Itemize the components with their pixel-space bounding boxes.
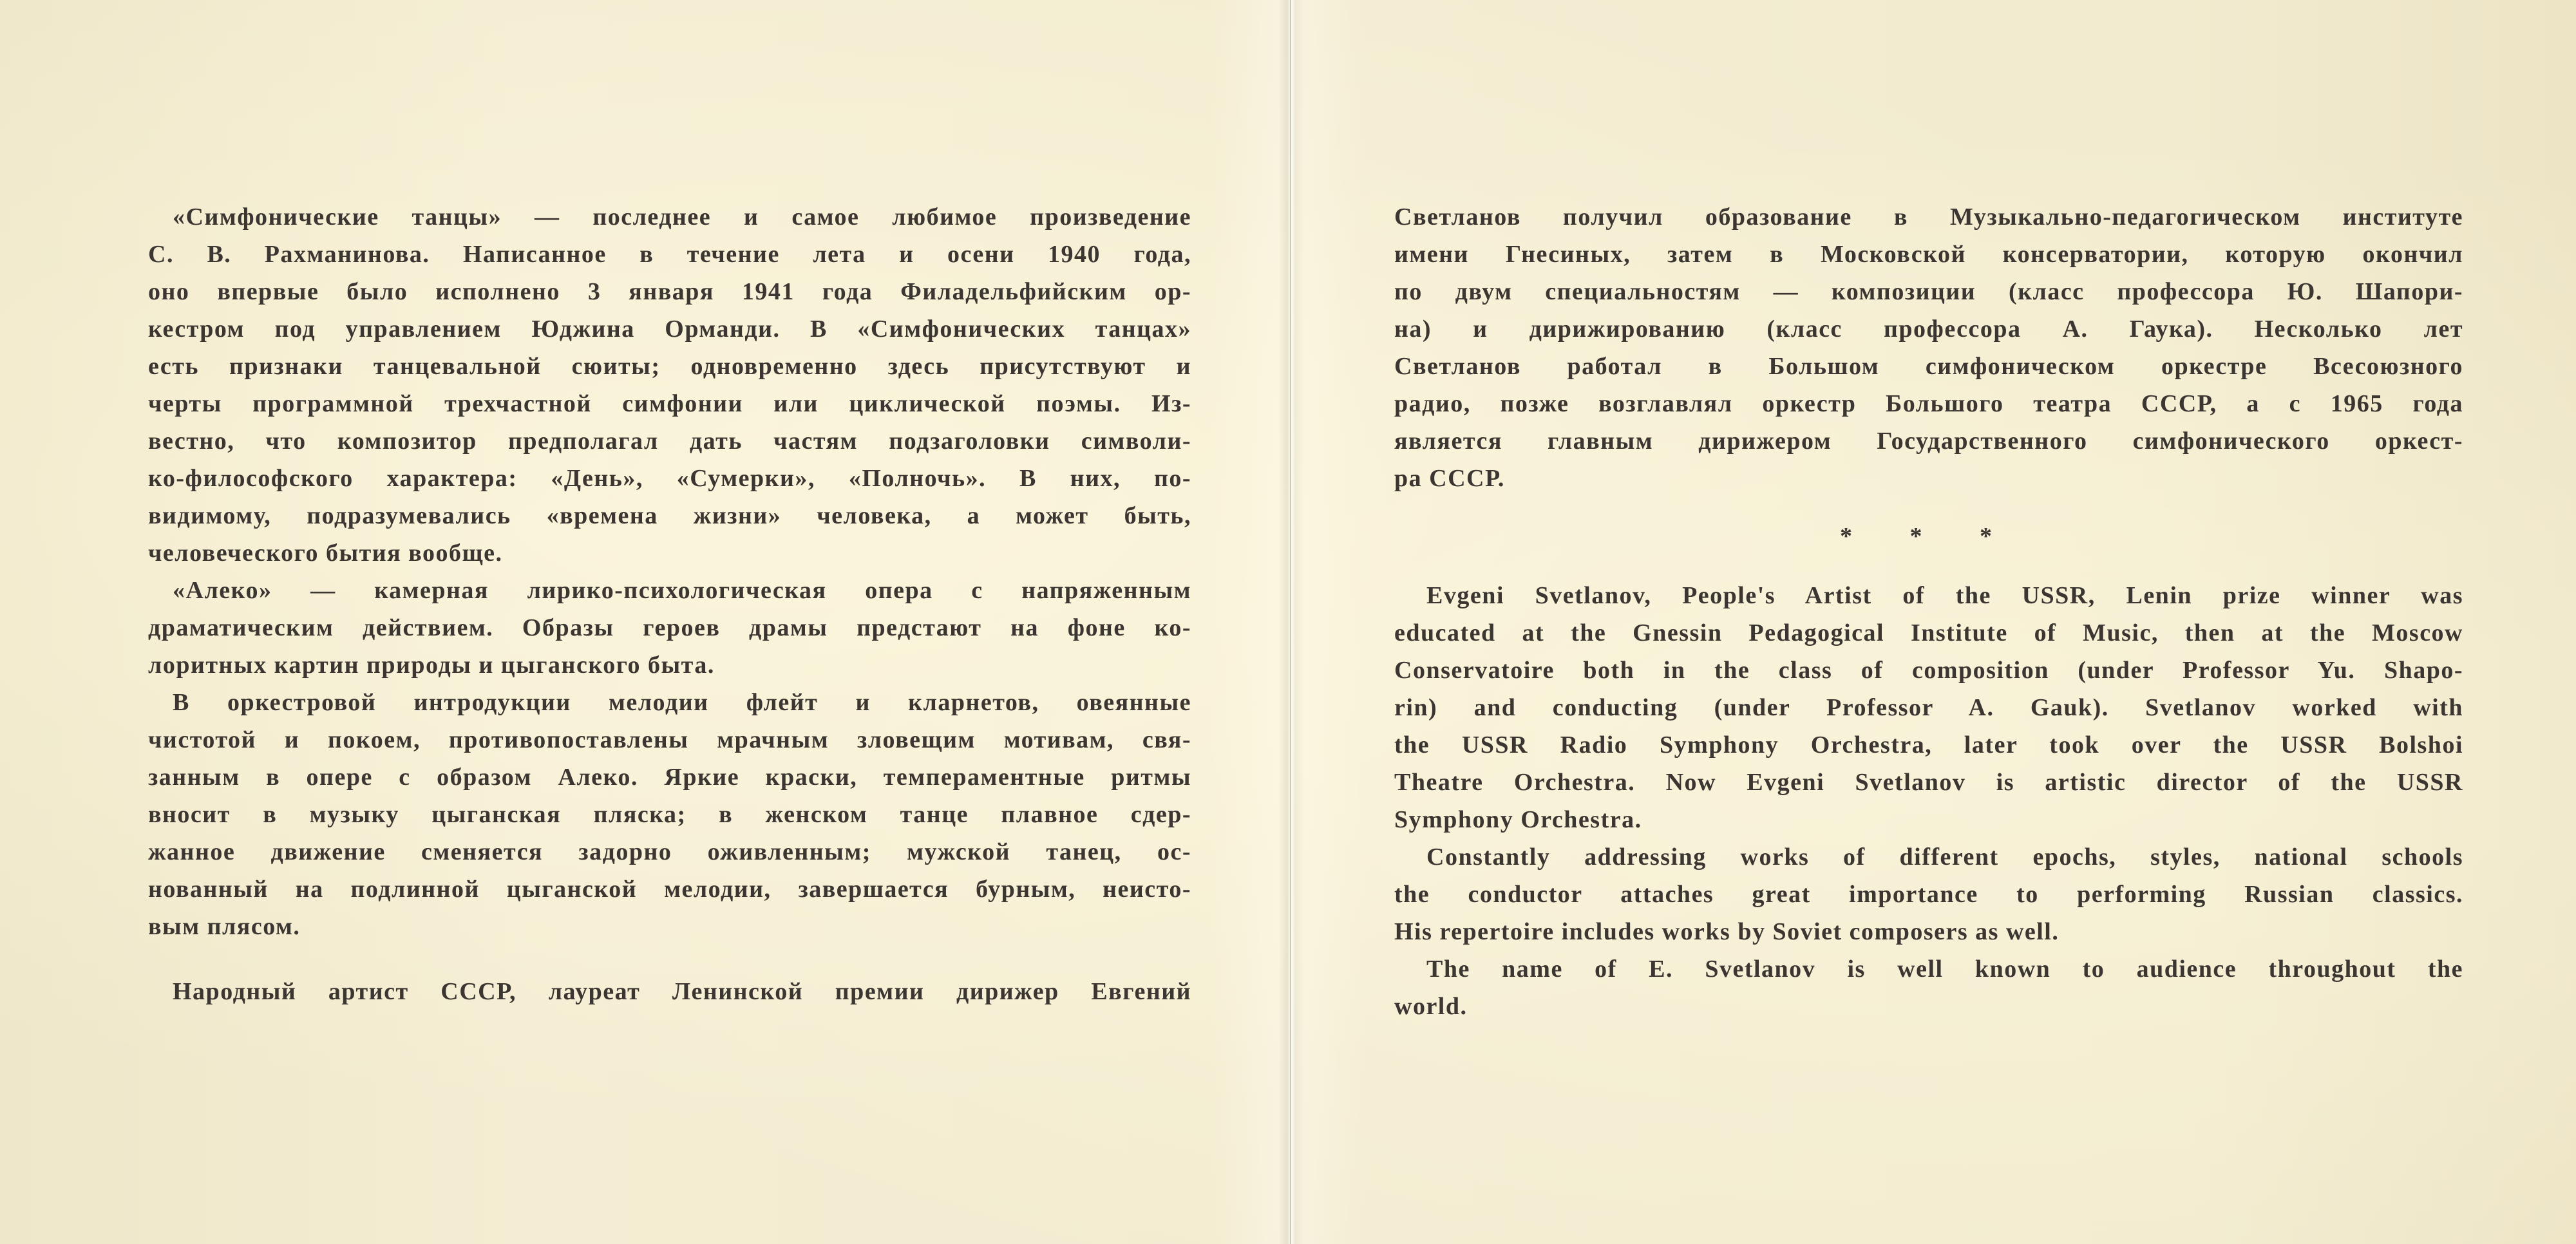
right-page [1291, 0, 2576, 1244]
text-line: видимому, подразумевались «времена жизни» человека, а может быть, [148, 502, 1191, 529]
text-line: лоритных картин природы и цыганского быта. [148, 652, 715, 679]
text-line: His repertoire includes works by Soviet composers as well. [1394, 918, 2060, 945]
text-line: rin) and conducting (under Professor A. Gauk). Svetlanov worked with [1394, 694, 2463, 721]
text-line: Народный артист СССР, лауреат Ленинской премии дирижер Евгений [173, 978, 1191, 1005]
text-line: черты программной трехчастной симфонии или циклической поэмы. Из- [148, 390, 1191, 417]
text-line: educated at the Gnessin Pedagogical Institute of Music, then at the Moscow [1394, 619, 2463, 646]
text-line: «Алеко» — камерная лирико-психологическая опера с напряженным [173, 577, 1191, 604]
text-line: оно впервые было исполнено 3 января 1941 года Филадельфийским ор- [148, 278, 1191, 305]
text-line: Conservatoire both in the class of composition (under Professor Yu. Shapo- [1394, 657, 2463, 684]
text-line: world. [1394, 993, 1468, 1020]
text-line: Светланов получил образование в Музыкально-педагогическом институте [1394, 203, 2463, 231]
text-line: нованный на подлинной цыганской мелодии, завершается бурным, неисто- [148, 876, 1191, 903]
left-page [0, 0, 1285, 1244]
text-line: Constantly addressing works of different epochs, styles, national schools [1426, 843, 2463, 871]
text-line: the conductor attaches great importance to performing Russian classics. [1394, 881, 2463, 908]
text-line: вестно, что композитор предполагал дать частям подзаголовки символи- [148, 428, 1191, 455]
text-line: the USSR Radio Symphony Orchestra, later took over the USSR Bolshoi [1394, 731, 2463, 759]
text-line: «Симфонические танцы» — последнее и самое любимое произведение [173, 203, 1191, 231]
text-line: радио, позже возглавлял оркестр Большого театра СССР, а с 1965 года [1394, 390, 2463, 417]
text-line: занным в опере с образом Алеко. Яркие краски, темпераментные ритмы [148, 764, 1191, 791]
text-line: ко-философского характера: «День», «Сумерки», «Полночь». В них, по- [148, 465, 1191, 492]
text-line: Symphony Orchestra. [1394, 806, 1642, 833]
text-line: жанное движение сменяется задорно оживленным; мужской танец, ос- [148, 838, 1191, 865]
text-line: на) и дирижированию (класс профессора А. Гаука). Несколько лет [1394, 316, 2463, 343]
text-line: Evgeni Svetlanov, People's Artist of the USSR, Lenin prize winner was [1426, 582, 2463, 609]
text-line: драматическим действием. Образы героев драмы предстают на фоне ко- [148, 614, 1191, 641]
text-line: вносит в музыку цыганская пляска; в женском танце плавное сдер- [148, 801, 1191, 828]
text-line: Theatre Orchestra. Now Evgeni Svetlanov is artistic director of the USSR [1394, 769, 2463, 796]
text-line: по двум специальностям — композиции (класс профессора Ю. Шапори- [1394, 278, 2463, 305]
text-line: является главным дирижером Государственного симфонического оркест- [1394, 428, 2463, 455]
text-line: чистотой и покоем, противопоставлены мрачным зловещим мотивам, свя- [148, 726, 1191, 753]
text-line: Светланов работал в Большом симфоническом оркестре Всесоюзного [1394, 353, 2463, 380]
text-line: есть признаки танцевальной сюиты; одновременно здесь присутствуют и [148, 353, 1191, 380]
text-line: человеческого бытия вообще. [148, 540, 503, 567]
text-line: кестром под управлением Юджина Орманди. В «Симфонических танцах» [148, 316, 1191, 343]
text-line: The name of E. Svetlanov is well known to audience throughout the [1426, 956, 2463, 983]
text-line: В оркестровой интродукции мелодии флейт и кларнетов, овеянные [173, 689, 1191, 716]
text-line: С. В. Рахманинова. Написанное в течение лета и осени 1940 года, [148, 241, 1191, 268]
section-separator: * * * [1840, 523, 2018, 550]
text-line: ра СССР. [1394, 465, 1505, 492]
text-line: вым плясом. [148, 913, 301, 940]
text-line: имени Гнесиных, затем в Московской консерватории, которую окончил [1394, 241, 2463, 268]
